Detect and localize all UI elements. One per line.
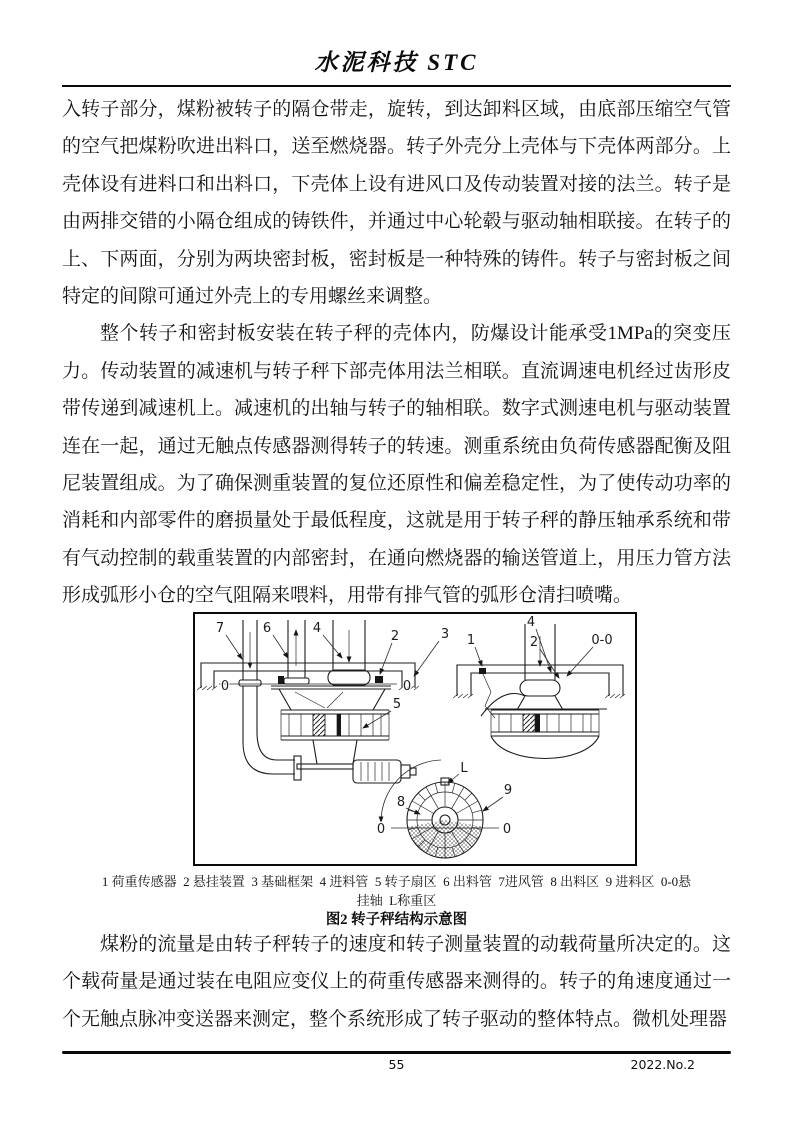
figure-legend-line1: 1 荷重传感器 2 悬挂装置 3 基础框架 4 进料管 5 转子扇区 6 出料管 7进风管 8 出料区 9 进料区 0-0悬 — [101, 874, 692, 889]
figure-left-view — [197, 620, 449, 783]
figure-label-L: L — [460, 761, 468, 776]
page-number: 55 — [388, 1057, 405, 1072]
footer-rule — [62, 1051, 731, 1054]
issue-number: 2022.No.2 — [630, 1057, 695, 1072]
rotor-scale-diagram — [195, 614, 635, 864]
figure-label-6: 6 — [262, 621, 272, 636]
figure-label-5: 5 — [392, 697, 402, 712]
figure-box — [193, 612, 637, 866]
header-rule — [62, 85, 731, 87]
figure-right-view — [453, 615, 625, 759]
figure-label-2-right: 2 — [529, 635, 539, 650]
main-text-block — [62, 91, 731, 615]
body-paragraph-3: 煤粉的流量是由转子秤转子的速度和转子测量装置的动载荷量所决定的。这个载荷量是通过装在电阻应变仪上的荷重传感器来测得的。转子的角速度通过一个无触点脉冲变送器来测定，整个系统形成了转子驱动的整体特点。微机处理器 — [62, 934, 731, 1030]
figure-label-left-0a: 0 — [220, 679, 230, 694]
lower-text-block — [62, 926, 731, 1038]
figure-rotor-wheel — [377, 760, 512, 858]
figure-label-wheel-0a: 0 — [376, 822, 386, 837]
figure-label-00: 0-0 — [591, 633, 613, 648]
figure-label-4-left: 4 — [312, 621, 322, 636]
figure-label-2-left: 2 — [390, 629, 400, 644]
figure-label-3: 3 — [440, 627, 450, 642]
figure-label-4-right: 4 — [526, 615, 536, 630]
journal-title: 水泥科技 STC — [314, 50, 479, 75]
figure-label-8: 8 — [396, 795, 406, 810]
body-paragraph-2: 整个转子和密封板安装在转子秤的壳体内，防爆设计能承受1MPa的突变压力。传动装置的减速机与转子秤下部壳体用法兰相联。直流调速电机经过齿形皮带传递到减速机上。减速机的出轴与转子的轴相联。数字式测速电机与驱动装置连在一起，通过无触点传感器测得转子的转速。测重系统由负荷传感器配衡及阻尼装置组成。为了确保测重装置的复位还原性和偏差稳定性，为了使传动功率的消耗和内部零件的磨损量处于最低程度，这就是用于转子秤的静压轴承系统和带有气动控制的载重装置的内部密封，在通向燃烧器的输送管道上，用压力管方法形成弧形小仓的空气阻隔来喂料，用带有排气管的弧形仓清扫喷嘴。 — [62, 323, 731, 607]
figure-label-9: 9 — [503, 783, 513, 798]
figure-label-1: 1 — [466, 633, 476, 648]
figure-legend-line2: 挂轴 L称重区 — [356, 893, 437, 908]
figure-label-wheel-0b: 0 — [502, 822, 512, 837]
figure-label-7: 7 — [215, 621, 225, 636]
figure-caption: 图2 转子秤结构示意图 — [325, 912, 468, 928]
body-paragraph-1: 入转子部分，煤粉被转子的隔仓带走，旋转，到达卸料区域，由底部压缩空气管的空气把煤粉吹进出料口，送至燃烧器。转子外壳分上壳体与下壳体两部分。上壳体设有进料口和出料口，下壳体上设有进风口及传动装置对接的法兰。转子是由两排交错的小隔仓组成的铸铁件，并通过中心轮毂与驱动轴相联接。在转子的上、下两面，分别为两块密封板，密封板是一种特殊的铸件。转子与密封板之间特定的间隙可通过外壳上的专用螺丝来调整。 — [62, 99, 731, 308]
figure-label-left-0b: 0 — [402, 679, 412, 694]
